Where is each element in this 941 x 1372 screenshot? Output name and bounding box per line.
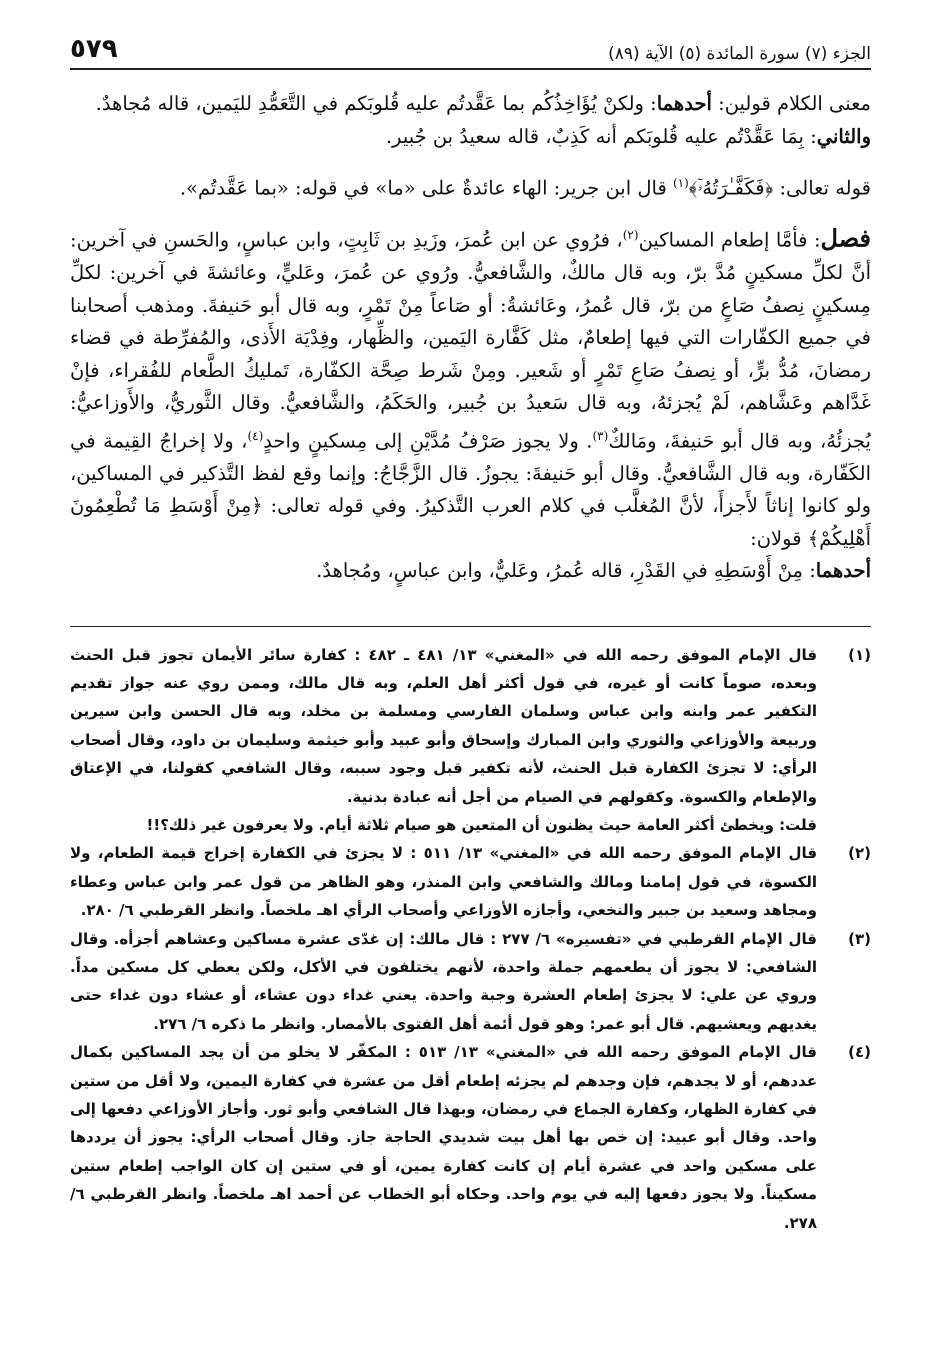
footnote-ref-1[interactable]: (١)	[672, 176, 689, 190]
paragraph-text: قوله تعالى: ﴿فَكَفَّـٰرَتُهُۥٓ﴾	[688, 176, 871, 200]
label-first: أحدهما	[815, 559, 871, 582]
footnote-4	[70, 1038, 871, 1237]
footnote-number: (٢)	[848, 844, 871, 863]
paragraph-text: : ولكنْ يُؤَاخِذُكُم بما عَقَّدتُم عليه قُلوبَكم في التَّعَمُّدِ لليَمين، قاله مُجاهدٌ.	[95, 92, 657, 115]
paragraph-text: قال ابن جرير: الهاء عائدةٌ على «ما» في قوله: «بما عَقَّدتُم».	[179, 176, 673, 200]
paragraph-text: : بِمَا عَقَّدْتُم عليه قُلوبَكم أنه كَذِبٌ، قاله سعيدُ بن جُبير.	[385, 124, 817, 148]
footnote-divider	[70, 626, 871, 627]
main-text	[70, 88, 871, 588]
running-title: الجزء (٧) سورة المائدة (٥) الآية (٨٩)	[608, 44, 871, 64]
label-first: أحدهما	[656, 92, 712, 115]
footnote-text: قلت: ويخطئ أكثر العامة حيث يظنون أن المتعين هو صيام ثلاثة أيام. ولا يعرفون غير ذلك؟!!	[146, 815, 817, 834]
paragraph-4	[70, 219, 871, 555]
running-header	[70, 28, 871, 70]
footnote-ref-3[interactable]: (٣)	[592, 428, 609, 443]
footnote-3	[70, 925, 871, 1039]
paragraph-text: : مِنْ أَوْسَطِهِ في القَدْرِ، قاله عُمرُ، وعَليٌّ، وابن عباسٍ، ومُجاهدٌ.	[316, 559, 816, 582]
footnote-number: (٣)	[848, 929, 871, 948]
footnote-text: قال الإمام الموفق رحمه الله في «المغني» ١٣/ ٥١٣ : المكفّر لا يخلو من أن يجد المساكين بكمال عددهم، أو لا يجدهم، فإن وجدهم لم يجزئه إطعام أقل من عشرة في كفارة اليمين، ولا أقل من ستين في كفارة الظهار، وكفارة الجماع في رمضان، وبهذا قال الشافعي وأبو ثور. وأجاز الأوزاعي دفعها إلى واحد. وقال أبو عبيد: إن خص بها أهل بيت شديدي الحاجة جاز. وقال أصحاب الرأي: يجوز أن يرددها على مسكين واحد في عشرة أيام إن كانت كفارة يمين، أو في ستين إن كان الواجب إطعام ستين مسكيناً. ولا يجوز دفعها إليه في يوم واحد. وحكاه أبو الخطاب عن أحمد اهـ ملخصاً. وانظر القرطبي ٦/ ٢٧٨.	[70, 1043, 818, 1232]
paragraph-text: . ولا يجوز صَرْفُ مُدَّيْنِ إلى مِسكينٍ واحدٍ	[263, 429, 593, 452]
footnote-text: قال الإمام القرطبي في «تفسيره» ٦/ ٢٧٧ : قال مالك: إن غدّى عشرة مساكين وعشاهم أجزأه. وقال الشافعي: لا يجوز أن يطعمهم جملة واحدة، لأنهم يختلفون في الأكل، ولكن يعطي كل مسكين مداً. وروي عن علي: لا يجزئ إطعام العشرة وجبة واحدة. يعني غداء دون عشاء، أو عشاء دون غداء حتى يغديهم ويعشيهم. قال أبو عمر: وهو قول أئمة أهل الفتوى بالأمصار. وانظر ما ذكره ٦/ ٢٧٦.	[70, 929, 818, 1033]
footnote-text: قال الإمام الموفق رحمه الله في «المغني» ١٣/ ٤٨١ ـ ٤٨٢ : كفارة سائر الأيمان تجوز قبل الحنث وبعده، صوماً كانت أو غيره، في قول أكثر أهل العلم، وبه قال مالك، وممن روي عنه جواز تقديم التكفير عمر وابنه وابن عباس وسلمان الفارسي ومسلمة بن مخلد، وبه قال الحسن وابن سيرين وربيعة والأوزاعي والثوري وابن المبارك وإسحاق وأبو عبيد وأبو خيثمة وسليمان بن داود، وقال أصحاب الرأي: لا تجزئ الكفارة قبل الحنث، لأنه تكفير قبل وجود سببه، وقال الشافعي كقولنا، في الإعتاق والإطعام والكسوة. وكقولهم في الصيام من أجل أنه عبادة بدنية.	[70, 645, 818, 806]
footnote-1	[70, 641, 871, 811]
footnote-text: قال الإمام الموفق رحمه الله في «المغني» ١٣/ ٥١١ : لا يجزئ في الكفارة إخراج قيمة الطعام، ولا الكسوة، في قول إمامنا ومالك والشافعي وابن المنذر، وهو الظاهر من قول عمر وابن عباس وعطاء ومجاهد وسعيد بن جبير والنخعي، وأجازه الأوزاعي وأصحاب الرأي اهـ ملخصاً. وانظر القرطبي ٦/ ٢٨٠.	[70, 844, 818, 920]
page-number: ٥٧٩	[70, 34, 118, 64]
footnote-number: (٤)	[848, 1043, 871, 1062]
footnotes	[70, 641, 871, 1238]
paragraph-2	[70, 121, 871, 154]
footnote-ref-4[interactable]: (٤)	[247, 428, 264, 443]
footnote-1-comment	[70, 811, 871, 839]
paragraph-text: : فأمَّا إطعام المساكين	[638, 228, 821, 252]
paragraph-text: ، ولا إخراجُ القِيمة في الكَفّارة، وبه قال الشَّافعيُّ. وقال أبو حَنيفةَ: يجوزُ. قال الزَّجَّاجُ: وإنما وقع لفظ التَّذكير في المساكين، ولو كانوا إناثاً لأَجزأَ، لأنَّ المُغلَّب في كلام العرب التَّذكيرُ. وفي قوله تعالى: ﴿مِنْ أَوْسَطِ مَا تُطْعِمُونَ أَهْلِيكُمْ﴾ قولان:	[70, 429, 871, 550]
paragraph-5	[70, 555, 871, 588]
label-second: والثاني	[816, 124, 871, 148]
paragraph-lead: معنى الكلام قولين:	[711, 92, 871, 115]
footnote-2	[70, 839, 871, 924]
paragraph-text: ، فرُوي عن ابن عُمرَ، وزَيدِ بن ثَابِتٍ، وابن عباسٍ، والحَسنِ في آخرين: أنَّ لكلِّ مسكينٍ مُدَّ برّ، وبه قال مالكٌ، والشَّافعيُّ. ورُوي عن عُمرَ، وعَليٍّ، وعائشةَ في آخرين: لكلِّ مِسكينٍ نِصفُ صَاعٍ من برّ، قال عُمرُ، وعَائشةُ: أو صَاعاً مِنْ تَمْرٍ، وبه قال أبو حَنيفةَ. ومذهب أصحابنا في جميع الكفّارات التي فيها إطعامٌ، مثل كَفَّارة اليَمين، والظِّهار، وفِدْيَة الأَذى، والمُفرِّطة في قضاء رمضانَ، مُدُّ برٍّ، أو نِصفُ صَاعِ تَمْرٍ أو شَعير. ومِنْ شَرط صِحَّة الكفّارة، تَمليكُ الطَّعام للفُقراء، فإنْ غَدَّاهم وعَشَّاهم، لَمْ يُجزئهُ، وبه قال سَعيدُ بن جُبير، والحَكَمُ، والشَّافعيُّ. وقال الثَّوريُّ، والأَوزاعيُّ: يُجزئُهُ، وبه قال أبو حَنيفةَ، ومَالكٌ	[70, 228, 871, 452]
footnote-ref-2[interactable]: (٢)	[622, 228, 639, 242]
footnote-number: (١)	[848, 645, 871, 664]
paragraph-1	[70, 88, 871, 121]
section-label-fasl: فصل	[820, 223, 871, 253]
paragraph-3	[70, 167, 871, 205]
